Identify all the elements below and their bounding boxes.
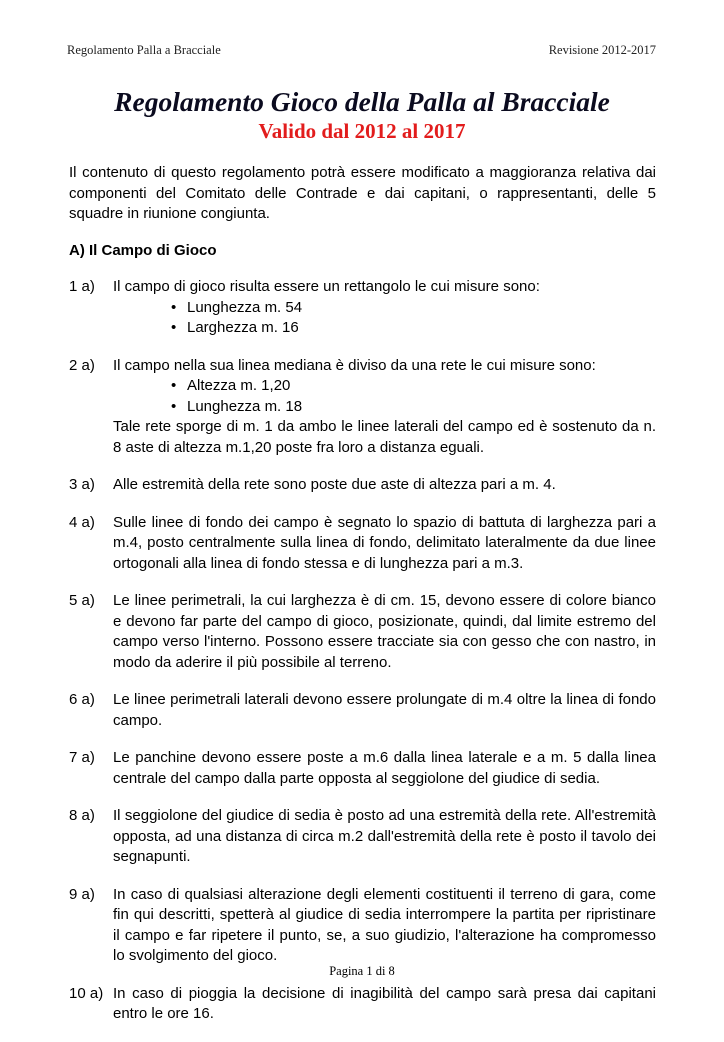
header-right: Revisione 2012-2017	[548, 43, 656, 57]
rule-list	[69, 277, 656, 1025]
rule-item	[69, 748, 656, 789]
header-left: Regolamento Palla a Bracciale	[67, 43, 221, 57]
rule-content	[113, 806, 656, 868]
rule-item	[69, 277, 656, 339]
rule-number: 6 a)	[69, 691, 95, 708]
rule-item	[69, 690, 656, 731]
rule-item	[69, 591, 656, 673]
rule-text: Alle estremità della rete sono poste due aste di altezza pari a m. 4.	[113, 476, 556, 493]
rule-number: 10 a)	[69, 984, 104, 1002]
intro-paragraph: Il contenuto di questo regolamento potrà essere modificato a maggioranza relativa dai componenti del Comitato delle Contrade e dai capitani, o rappresentanti, delle 5 squadre in riunione congiunta.	[69, 164, 656, 222]
rule-content	[113, 591, 656, 673]
section-title: A) Il Campo di Gioco	[69, 241, 217, 259]
rule-note: Tale rete sporge di m. 1 da ambo le linee laterali del campo ed è sostenuto da n. 8 aste di altezza m.1,20 poste fra loro a distanza eguali.	[113, 418, 656, 456]
bullet-item: • Larghezza m. 16	[171, 318, 656, 339]
rule-number: 1 a)	[69, 278, 95, 295]
rule-text: Il campo nella sua linea mediana è diviso da una rete le cui misure sono:	[113, 356, 596, 374]
rule-number: 2 a)	[69, 356, 95, 374]
rule-text: Le linee perimetrali, la cui larghezza è di cm. 15, devono essere di colore bianco e devono far parte del campo di gioco, posizionate, quindi, dal limite estremo del campo verso l'interno. Possono essere tracciate sia con gesso che con nastro, in modo da aderire il più possibile al terreno.	[113, 592, 656, 671]
rule-content	[113, 885, 656, 967]
rule-number: 9 a)	[69, 885, 95, 903]
bullet-list	[113, 376, 656, 417]
rule-number: 5 a)	[69, 592, 95, 609]
rule-item	[69, 984, 656, 1025]
rule-content	[113, 690, 656, 731]
rule-content	[113, 984, 656, 1025]
rule-item	[69, 475, 656, 496]
rule-text: Il campo di gioco risulta essere un rettangolo le cui misure sono:	[113, 278, 540, 295]
rule-number: 8 a)	[69, 807, 95, 824]
rule-item	[69, 356, 656, 459]
rule-item	[69, 513, 656, 575]
rule-item	[69, 885, 656, 967]
rule-text: Le linee perimetrali laterali devono essere prolungate di m.4 oltre la linea di fondo campo.	[113, 691, 656, 729]
rule-content	[113, 475, 656, 496]
bullet-list	[113, 298, 656, 339]
rule-content	[113, 356, 656, 459]
rule-text: Sulle linee di fondo dei campo è segnato lo spazio di battuta di larghezza pari a m.4, posto centralmente sulla linea di fondo, delimitato lateralmente da due linee ortogonali alla linea di fondo stessa e di lunghezza pari a m.3.	[113, 513, 656, 572]
bullet-item: • Lunghezza m. 18	[171, 397, 656, 418]
document-body	[69, 163, 656, 1042]
rule-content	[113, 513, 656, 575]
rule-content	[113, 277, 656, 339]
rule-item	[69, 806, 656, 868]
page-subtitle: Valido dal 2012 al 2017	[258, 119, 466, 143]
rule-text: Il seggiolone del giudice di sedia è posto ad una estremità della rete. All'estremità opposta, ad una distanza di circa m.2 dall'estremità della rete è posto il tavolo dei segnapunti.	[113, 807, 656, 865]
rule-number: 3 a)	[69, 476, 95, 493]
bullet-item: • Lunghezza m. 54	[171, 298, 656, 319]
rule-text: In caso di pioggia la decisione di inagibilità del campo sarà presa dai capitani entro le ore 16.	[113, 984, 656, 1022]
rule-number: 4 a)	[69, 513, 95, 531]
page-number: Pagina 1 di 8	[329, 964, 395, 978]
rule-content	[113, 748, 656, 789]
rule-text: Le panchine devono essere poste a m.6 dalla linea laterale e a m. 5 dalla linea centrale del campo dalla parte opposta al seggiolone del giudice di sedia.	[113, 749, 656, 787]
rule-text: In caso di qualsiasi alterazione degli elementi costituenti il terreno di gara, come fin qui descritti, spetterà al giudice di sedia interrompere la partita per ripristinare il campo e far ripetere il punto, se, a suo giudizio, l'alterazione ha compromesso lo svolgimento del gioco.	[113, 885, 656, 964]
bullet-item: • Altezza m. 1,20	[171, 376, 656, 397]
page-title: Regolamento Gioco della Palla al Bracciale	[114, 86, 610, 117]
rule-number: 7 a)	[69, 749, 95, 766]
